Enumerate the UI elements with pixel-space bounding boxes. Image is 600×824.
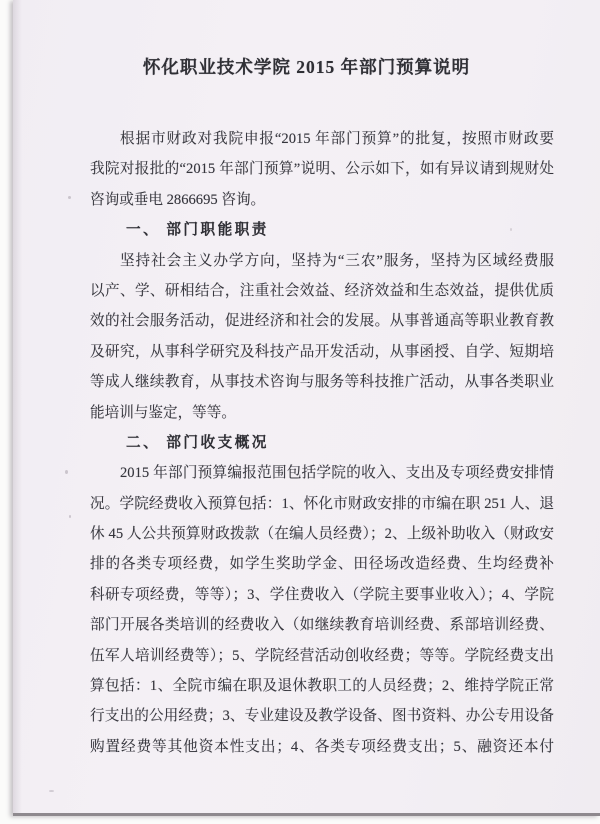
text-line: 我院对报批的“2015 年部门预算”说明、公示如下，如有异议请到规财处 (90, 161, 554, 178)
text-line: 根据市财政对我院申报“2015 年部门预算”的批复，按照市财政要 (120, 131, 554, 147)
scan-speck (510, 228, 512, 231)
text-line: 休 45 人公共预算财政拨款（在编人员经费）；2、上级补助收入（财政安 (90, 526, 554, 543)
text-line: 算包括：1、全院市编在职及退休教职工的人员经费；2、维持学院正常 (90, 678, 554, 695)
document-body (90, 124, 554, 762)
text-line: 部门开展各类培训的经费收入（如继续教育培训经费、系部培训经费、 (90, 617, 554, 634)
scan-speck (165, 66, 168, 69)
text-line: 2015 年部门预算编报范围包括学院的收入、支出及专项经费安排情 (120, 465, 554, 482)
scan-speck (49, 790, 54, 792)
text-line: 排的各类专项经费，如学生奖助学金、田径场改造经费、生均经费补 (90, 556, 554, 573)
scan-speck (65, 470, 68, 474)
section-heading-2: 二、 部门收支概况 (126, 434, 269, 451)
text-line: 科研专项经费，等等）；3、学住费收入（学院主要事业收入）；4、学院 (90, 586, 554, 603)
text-line: 等成人继续教育，从事技术咨询与服务等科技推广活动，从事各类职业 (90, 374, 554, 391)
text-line: 坚持社会主义办学方向，坚持为“三农”服务，坚持为区域经费服 (120, 252, 554, 269)
scan-speck (68, 196, 71, 199)
section-heading-1: 一、 部门职能职责 (126, 222, 269, 239)
text-line: 及研究，从事科学研究及科技产品开发活动，从事函授、自学、短期培 (90, 343, 554, 360)
scan-speck (69, 515, 71, 518)
document-page (13, 0, 600, 816)
text-line: 况。学院经费收入预算包括：1、怀化市财政安排的市编在职 251 人、退 (90, 495, 554, 512)
text-line: 能培训与鉴定，等等。 (90, 404, 236, 421)
text-line: 购置经费等其他资本性支出；4、各类专项经费支出；5、融资还本付 (90, 738, 554, 755)
text-line: 效的社会服务活动，促进经济和社会的发展。从事普通高等职业教育教 (90, 313, 554, 330)
text-line: 以产、学、研相结合，注重社会效益、经济效益和生态效益，提供优质 (90, 282, 554, 299)
document-title: 怀化职业技术学院 2015 年部门预算说明 (142, 57, 471, 77)
text-line: 咨询或垂电 2866695 咨询。 (90, 191, 266, 208)
text-line: 伍军人培训经费等）；5、学院经营活动创收经费；等等。学院经费支出 (90, 647, 554, 664)
text-line: 行支出的公用经费；3、专业建设及教学设备、图书资料、办公专用设备 (90, 708, 554, 725)
